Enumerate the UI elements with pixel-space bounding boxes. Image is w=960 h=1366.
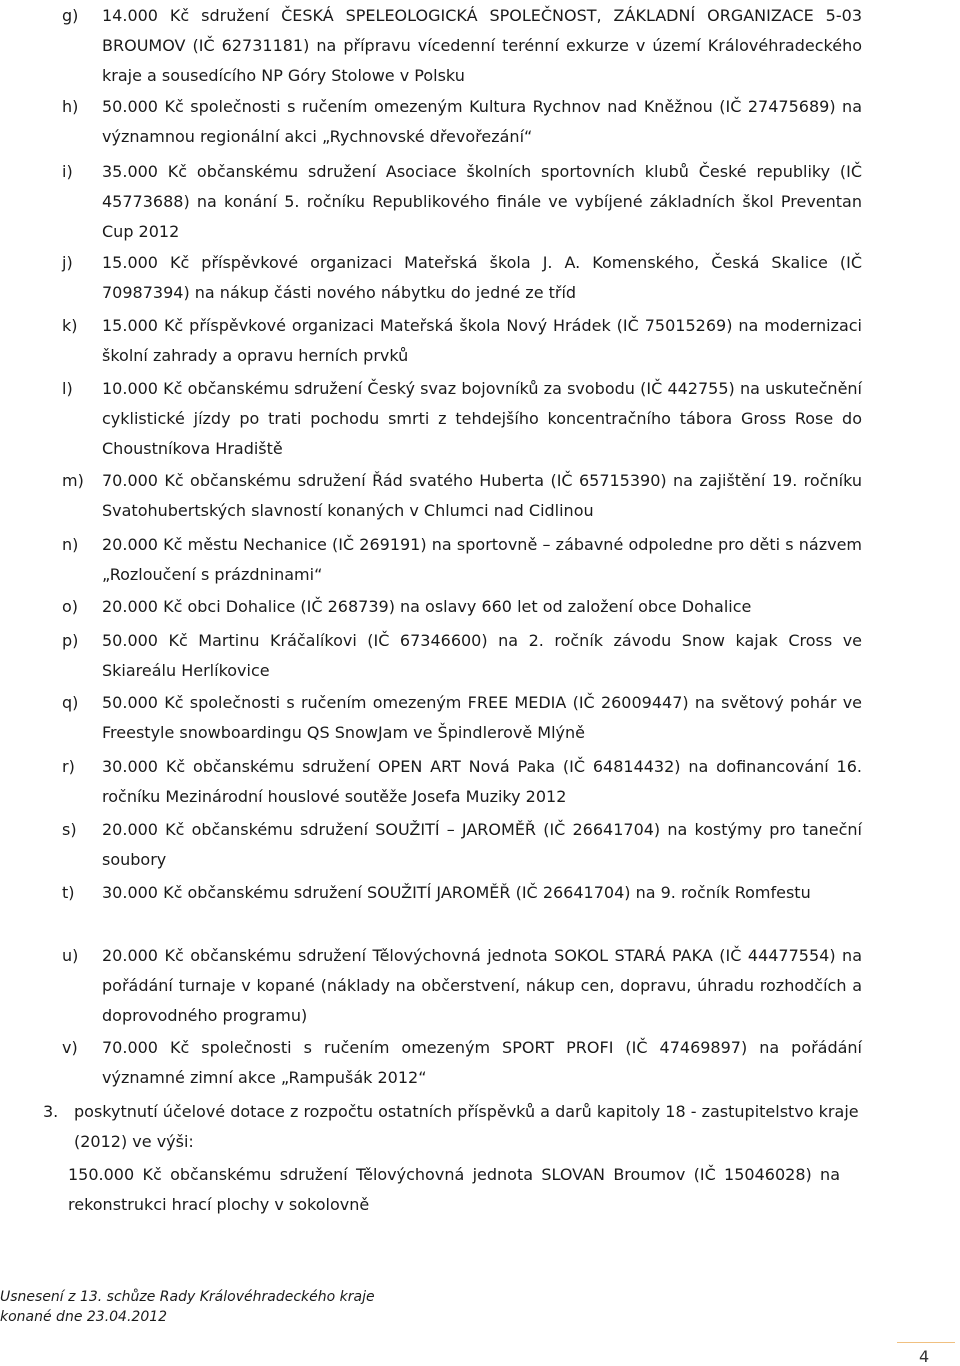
list-item-s	[62, 815, 862, 875]
item-text: 14.000 Kč sdružení ČESKÁ SPELEOLOGICKÁ SPOLEČNOST, ZÁKLADNÍ ORGANIZACE 5-03 BROUMOV (IČ 62731181) na přípravu vícedenní terénní exkurze v území Královéhradeckého kraje a sousedícího NP Góry Stolowe v Polsku	[102, 6, 862, 85]
list-item-n	[62, 530, 862, 590]
item-text: 20.000 Kč občanskému sdružení Tělovýchovná jednota SOKOL STARÁ PAKA (IČ 44477554) na pořádání turnaje v kopané (náklady na občerstvení, nákup cen, dopravu, úhradu rozhodčích a doprovodného programu)	[102, 946, 862, 1025]
list-item-r	[62, 752, 862, 812]
list-item-u	[62, 941, 862, 1031]
section-3	[43, 1097, 863, 1157]
list-item-l	[62, 374, 862, 464]
item-label: q)	[62, 693, 79, 712]
item-label: r)	[62, 757, 75, 776]
item-label: g)	[62, 6, 79, 25]
list-item-t	[62, 878, 862, 908]
item-text: 15.000 Kč příspěvkové organizaci Mateřská škola J. A. Komenského, Česká Skalice (IČ 70987394) na nákup části nového nábytku do jedné ze tříd	[102, 253, 862, 302]
list-item-p	[62, 626, 862, 686]
item-text: 50.000 Kč Martinu Kráčalíkovi (IČ 67346600) na 2. ročník závodu Snow kajak Cross ve Skiareálu Herlíkovice	[102, 631, 862, 680]
item-text: 50.000 Kč společnosti s ručením omezeným FREE MEDIA (IČ 26009447) na světový pohár ve Freestyle snowboardingu QS SnowJam ve Špindlerově Mlýně	[102, 693, 862, 742]
list-item-j	[62, 248, 862, 308]
item-label: t)	[62, 883, 75, 902]
item-text: 20.000 Kč obci Dohalice (IČ 268739) na oslavy 660 let od založení obce Dohalice	[102, 597, 752, 616]
item-label: p)	[62, 631, 79, 650]
list-item-g	[62, 1, 862, 91]
item-label: k)	[62, 316, 78, 335]
item-text: 20.000 Kč městu Nechanice (IČ 269191) na sportovně – zábavné odpoledne pro děti s názvem „Rozloučení s prázdninami“	[102, 535, 862, 584]
item-text: 30.000 Kč občanskému sdružení SOUŽITÍ JAROMĚŘ (IČ 26641704) na 9. ročník Romfestu	[102, 883, 811, 902]
item-text: 10.000 Kč občanskému sdružení Český svaz bojovníků za svobodu (IČ 442755) na uskutečnění cyklistické jízdy po trati pochodu smrti z tehdejšího koncentračního tábora Gross Rose do Choustníkova Hradiště	[102, 379, 862, 458]
item-label: o)	[62, 597, 79, 616]
list-item-i	[62, 157, 862, 247]
item-label: s)	[62, 820, 77, 839]
item-text: 70.000 Kč občanskému sdružení Řád svatého Huberta (IČ 65715390) na zajištění 19. ročníku Svatohubertských slavností konaných v Chlumci nad Cidlinou	[102, 471, 862, 520]
list-item-v	[62, 1033, 862, 1093]
item-label: l)	[62, 379, 73, 398]
list-item-o	[62, 592, 862, 622]
page-number-rule	[897, 1342, 955, 1343]
list-item-k	[62, 311, 862, 371]
item-text: 30.000 Kč občanskému sdružení OPEN ART Nová Paka (IČ 64814432) na dofinancování 16. ročníku Mezinárodní houslové soutěže Josefa Muziky 2012	[102, 757, 862, 806]
item-text: 50.000 Kč společnosti s ručením omezeným Kultura Rychnov nad Kněžnou (IČ 27475689) na významnou regionální akci „Rychnovské dřevořezání“	[102, 97, 862, 146]
item-label: u)	[62, 946, 79, 965]
item-text: 70.000 Kč společnosti s ručením omezeným SPORT PROFI (IČ 47469897) na pořádání významné zimní akce „Rampušák 2012“	[102, 1038, 862, 1087]
item-text: 35.000 Kč občanskému sdružení Asociace školních sportovních klubů České republiky (IČ 45773688) na konání 5. ročníku Republikového finále ve vybíjené základních škol Preventan Cup 2012	[102, 162, 862, 241]
section-number: 3.	[43, 1102, 59, 1121]
list-item-q	[62, 688, 862, 748]
item-label: n)	[62, 535, 79, 554]
item-label: m)	[62, 471, 84, 490]
section-text: poskytnutí účelové dotace z rozpočtu ostatních příspěvků a darů kapitoly 18 - zastupitelstvo kraje (2012) ve výši:	[74, 1102, 859, 1151]
footer-date: konané dne 23.04.2012	[0, 1309, 168, 1325]
page-number: 4	[919, 1347, 930, 1366]
item-text: 15.000 Kč příspěvkové organizaci Mateřská škola Nový Hrádek (IČ 75015269) na modernizaci školní zahrady a opravu herních prvků	[102, 316, 862, 365]
footer	[0, 1287, 375, 1327]
footer-resolution-title: Usnesení z 13. schůze Rady Královéhradeckého kraje	[0, 1289, 375, 1305]
list-item-h	[62, 92, 862, 152]
item-label: v)	[62, 1038, 78, 1057]
item-text: 20.000 Kč občanskému sdružení SOUŽITÍ – JAROMĚŘ (IČ 26641704) na kostýmy pro taneční soubory	[102, 820, 862, 869]
item-label: h)	[62, 97, 79, 116]
list-item-m	[62, 466, 862, 526]
section-3-amount: 150.000 Kč občanskému sdružení Tělovýchovná jednota SLOVAN Broumov (IČ 15046028) na rekonstrukci hrací plochy v sokolovně	[68, 1165, 840, 1214]
item-label: j)	[62, 253, 73, 272]
item-label: i)	[62, 162, 73, 181]
